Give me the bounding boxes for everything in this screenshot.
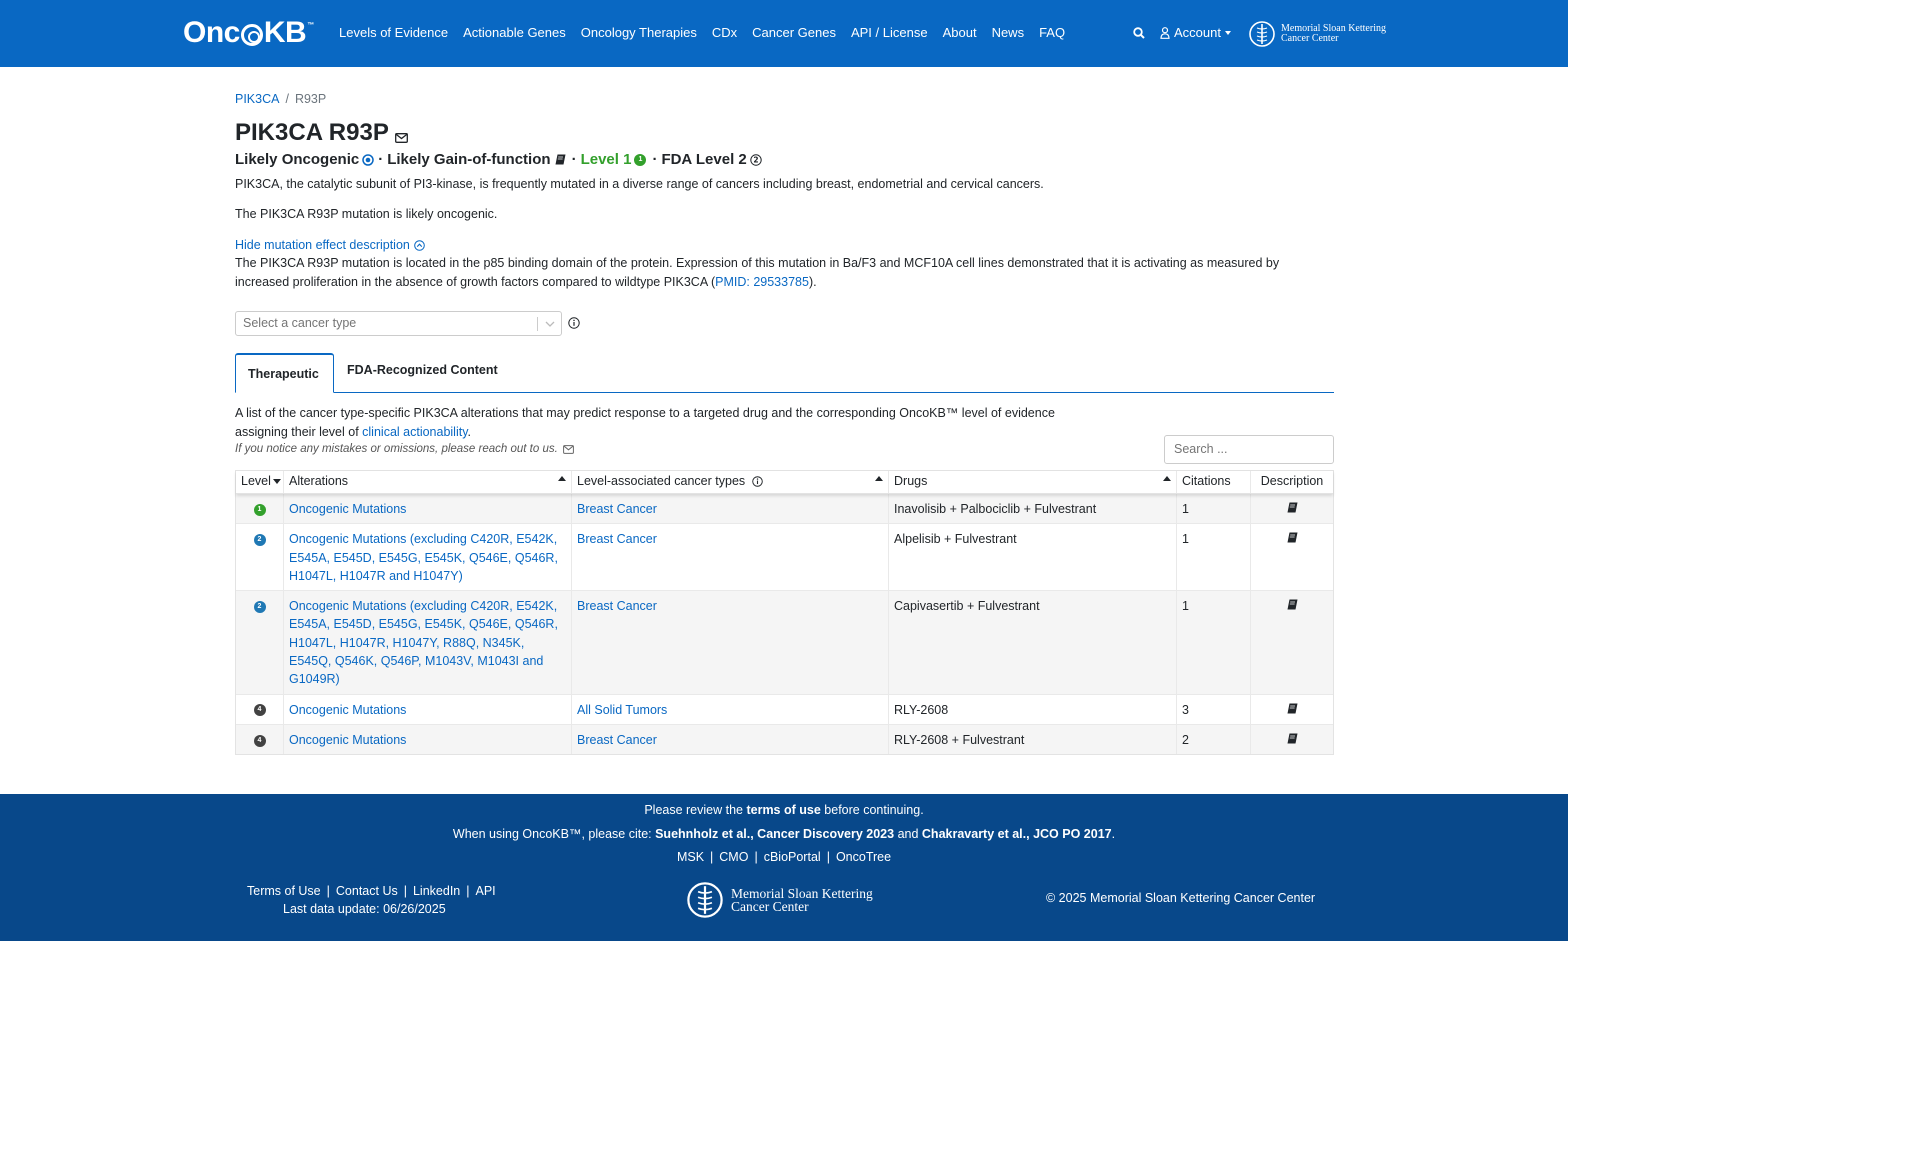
footer-separator: | [754,850,758,864]
nav-faq[interactable]: FAQ [1039,25,1066,40]
table-row [236,591,1333,694]
nav-links [339,25,1080,40]
variant-summary-line [235,151,762,168]
terms-of-use-link[interactable]: terms of use [746,803,821,817]
breadcrumb-current: R93P [294,92,327,106]
msk-logo[interactable] [1249,19,1386,49]
book-icon[interactable] [1287,733,1298,747]
mail-icon[interactable] [563,445,574,454]
header-drugs[interactable] [889,471,1177,493]
citations-cell[interactable]: 1 [1177,524,1251,590]
book-icon[interactable] [1287,502,1298,516]
level-cell [236,494,284,523]
feedback-notice-text: If you notice any mistakes or omissions, please reach out to us. [235,443,558,455]
oncokb-logo[interactable] [183,16,314,50]
page-title-text: PIK3CA R93P [235,119,389,146]
nav-about[interactable]: About [942,25,977,40]
cancer-type-cell [572,494,889,523]
therapeutic-description-text: A list of the cancer type-specific PIK3CA alterations that may predict response to a targeted drug and the corresponding OncoKB™ level of evidence assigning their level of [235,406,1055,439]
level-cell [236,591,284,693]
contact-us-link[interactable]: Contact Us [335,884,398,898]
citations-cell[interactable]: 1 [1177,494,1251,523]
nav-cdx[interactable]: CDx [711,25,738,40]
select-divider [537,317,538,331]
mutation-effect-tail: ). [808,275,817,289]
alteration-cell [284,524,572,590]
book-icon[interactable] [1287,599,1298,613]
footer-bottom-links [247,882,496,918]
linkedin-link[interactable]: LinkedIn [412,884,461,898]
last-data-update: Last data update: 06/26/2025 [283,902,446,916]
alteration-cell [284,695,572,724]
msk-link[interactable]: MSK [676,850,705,864]
oncotree-link[interactable]: OncoTree [835,850,892,864]
level-cell [236,524,284,590]
pmid-link[interactable]: PMID: 29533785 [715,275,809,289]
footer-review [0,803,1568,817]
drugs-cell: Inavolisib + Palbociclib + Fulvestrant [889,494,1177,523]
sort-asc-icon [558,476,566,481]
nav-api-license[interactable]: API / License [850,25,928,40]
page-title [235,116,408,150]
footer-review-post: before continuing. [820,803,924,817]
tab-fda-recognized-content[interactable]: FDA-Recognized Content [347,363,498,377]
select-indicator [537,317,555,331]
cancer-type-link[interactable]: Breast Cancer [577,502,657,516]
summary-dot: · [378,151,384,168]
chevron-up-circle-icon [414,240,425,251]
drugs-cell: Alpelisib + Fulvestrant [889,524,1177,590]
drugs-cell: Capivasertib + Fulvestrant [889,591,1177,693]
citations-cell[interactable]: 1 [1177,591,1251,693]
citations-cell[interactable]: 2 [1177,725,1251,754]
drugs-cell: RLY-2608 + Fulvestrant [889,725,1177,754]
level-cell [236,725,284,754]
mutation-effect-label: Likely Gain-of-function [387,151,551,168]
citation-link-1[interactable]: Suehnholz et al., Cancer Discovery 2023 [655,827,895,841]
breadcrumb-separator: / [285,92,289,106]
cancer-type-cell [572,695,889,724]
feedback-notice [235,443,574,455]
alteration-link[interactable]: Oncogenic Mutations [289,732,407,747]
highest-level-label: Level 1 [580,151,632,168]
description-cell [1251,524,1333,590]
header-citations[interactable]: Citations [1177,471,1251,493]
caret-down-icon [1225,31,1231,35]
footer-separator: | [826,850,830,864]
footer-separator: | [466,884,470,898]
level-badge-icon: 2 [254,534,266,546]
sort-asc-icon [875,476,883,481]
breadcrumb [235,92,326,106]
header-level[interactable] [236,471,284,493]
cancer-type-cell [572,725,889,754]
level-badge-icon: 4 [254,735,266,747]
msk-line2: Cancer Center [1281,33,1339,44]
account-label: Account [1174,25,1221,40]
book-icon[interactable] [555,154,566,165]
footer-msk-line2: Cancer Center [731,899,809,914]
msk-wordmark [1281,24,1386,44]
footer-msk-wordmark [731,887,873,913]
fda-level-info-icon[interactable] [750,154,762,166]
alteration-link[interactable]: Oncogenic Mutations [289,702,407,717]
info-icon[interactable] [568,317,580,332]
book-icon[interactable] [1287,532,1298,546]
brand-text-right: KB [263,16,307,49]
footer-cite-pre: When using OncoKB™, please cite: [452,827,656,841]
level-cell [236,695,284,724]
therapeutic-table [235,470,1334,755]
mail-icon[interactable] [395,122,408,150]
footer-msk-line1: Memorial Sloan Kettering [731,886,873,901]
user-icon [1160,27,1170,39]
mutation-effect-description [235,254,1315,292]
citation-link-2[interactable]: Chakravarty et al., JCO PO 2017 [921,827,1112,841]
summary-dot: · [652,151,658,168]
alteration-cell [284,494,572,523]
oncogenicity-label: Likely Oncogenic [235,151,360,168]
summary-dot: · [571,151,577,168]
alteration-cell [284,591,572,693]
chevron-down-icon [545,321,555,327]
cmo-link[interactable]: CMO [719,850,749,864]
table-row [236,524,1333,591]
footer-cite-post: . [1111,827,1116,841]
breadcrumb-gene-link[interactable]: PIK3CA [235,92,280,106]
info-icon[interactable] [752,476,763,487]
api-link[interactable]: API [475,884,496,898]
level-badge-icon: 4 [254,704,266,716]
clinical-actionability-link[interactable]: clinical actionability [362,424,468,439]
header-drugs-label: Drugs [894,474,928,488]
brand-text-left: Onc [183,16,240,49]
cancer-type-cell [572,524,889,590]
tab-therapeutic[interactable]: Therapeutic [235,353,334,393]
nav-cancer-genes[interactable]: Cancer Genes [752,25,836,40]
cancer-type-select[interactable] [235,311,562,336]
gene-summary: PIK3CA, the catalytic subunit of PI3-kinase, is frequently mutated in a diverse range of cancers including breast, endometrial and cervical cancers. [235,177,1044,191]
footer-cite-and: and [894,827,922,841]
cancer-type-link[interactable]: Breast Cancer [577,599,657,614]
nav-oncology-therapies[interactable]: Oncology Therapies [580,25,697,40]
msk-emblem-icon [1249,19,1275,49]
header-cancer-types[interactable] [572,471,889,493]
nav-news[interactable]: News [991,25,1025,40]
footer [0,794,1568,941]
description-cell [1251,695,1333,724]
hide-mutation-effect-link[interactable] [235,238,425,252]
header-level-label: Level [241,474,271,488]
book-icon[interactable] [1287,703,1298,717]
cancer-type-link[interactable]: Breast Cancer [577,732,657,747]
cancer-type-select-placeholder: Select a cancer type [243,316,357,330]
description-cell [1251,591,1333,693]
table-search-input[interactable]: Search ... [1164,435,1334,464]
header-description: Description [1260,474,1324,488]
footer-review-pre: Please review the [644,803,747,817]
cancer-type-cell [572,591,889,693]
alteration-link[interactable]: Oncogenic Mutations (excluding C420R, E542K, E545A, E545D, E545G, E545K, Q546E, Q546R, H1047L, H1047R, H1047Y, R88Q, N345K, E545Q, Q546K, Q546P, M1043V, M1043I and G1049R) [289,599,558,687]
description-cell [1251,494,1333,523]
header-alterations-label: Alterations [289,474,349,488]
citations-cell[interactable]: 3 [1177,695,1251,724]
mutation-effect-text: The PIK3CA R93P mutation is located in the p85 binding domain of the protein. Expression of this mutation in Ba/F3 and MCF10A cell lines demonstrated that it is activating as measured by increased proliferation in the absence of growth factors compared to wildtype PIK3CA ( [235,256,1280,289]
brand-trademark: ™ [307,21,314,29]
evidence-tabs [235,353,1334,393]
footer-separator: | [326,884,330,898]
level-badge-icon: 1 [254,504,266,516]
oncogenic-target-icon [362,154,374,166]
drugs-cell: RLY-2608 [889,695,1177,724]
table-row [236,494,1333,524]
fda-level-label: FDA Level 2 [661,151,747,168]
sort-asc-icon [1163,476,1171,481]
msk-line1: Memorial Sloan Kettering [1281,23,1386,34]
footer-citation [0,827,1568,841]
cbioportal-link[interactable]: cBioPortal [763,850,821,864]
table-row [236,695,1333,725]
footer-separator: | [710,850,714,864]
msk-emblem-icon [687,879,723,921]
alteration-cell [284,725,572,754]
svg-text:2: 2 [753,155,759,165]
description-cell [1251,725,1333,754]
top-navbar [0,0,1568,67]
nav-levels-of-evidence[interactable]: Levels of Evidence [339,25,449,40]
alteration-link[interactable]: Oncogenic Mutations (excluding C420R, E542K, E545A, E545D, E545G, E545K, Q546E, Q546R, H1047L, H1047R and H1047Y) [289,532,558,583]
header-alterations[interactable] [284,471,572,493]
footer-msk-logo[interactable] [687,879,873,921]
cancer-type-link[interactable]: All Solid Tumors [577,702,668,717]
header-cancer-types-label: Level-associated cancer types [577,474,746,488]
footer-partner-links [0,850,1568,864]
account-dropdown[interactable] [1160,25,1231,40]
nav-actionable-genes[interactable]: Actionable Genes [463,25,566,40]
table-row [236,725,1333,754]
therapeutic-description [235,404,1095,441]
hide-mutation-effect-label: Hide mutation effect description [235,238,410,252]
level-badge-icon: 2 [254,601,266,613]
target-o-icon [241,24,263,46]
footer-separator: | [403,884,407,898]
footer-terms-link[interactable]: Terms of Use [247,884,321,898]
search-icon[interactable] [1133,27,1145,39]
variant-summary: The PIK3CA R93P mutation is likely oncogenic. [235,207,498,221]
cancer-type-link[interactable]: Breast Cancer [577,532,657,547]
therapeutic-description-tail: . [467,424,472,439]
table-header [236,471,1333,494]
level-1-icon: 1 [634,154,646,166]
copyright: © 2025 Memorial Sloan Kettering Cancer Center [1046,891,1316,905]
sort-desc-icon [273,479,281,484]
alteration-link[interactable]: Oncogenic Mutations [289,502,407,516]
